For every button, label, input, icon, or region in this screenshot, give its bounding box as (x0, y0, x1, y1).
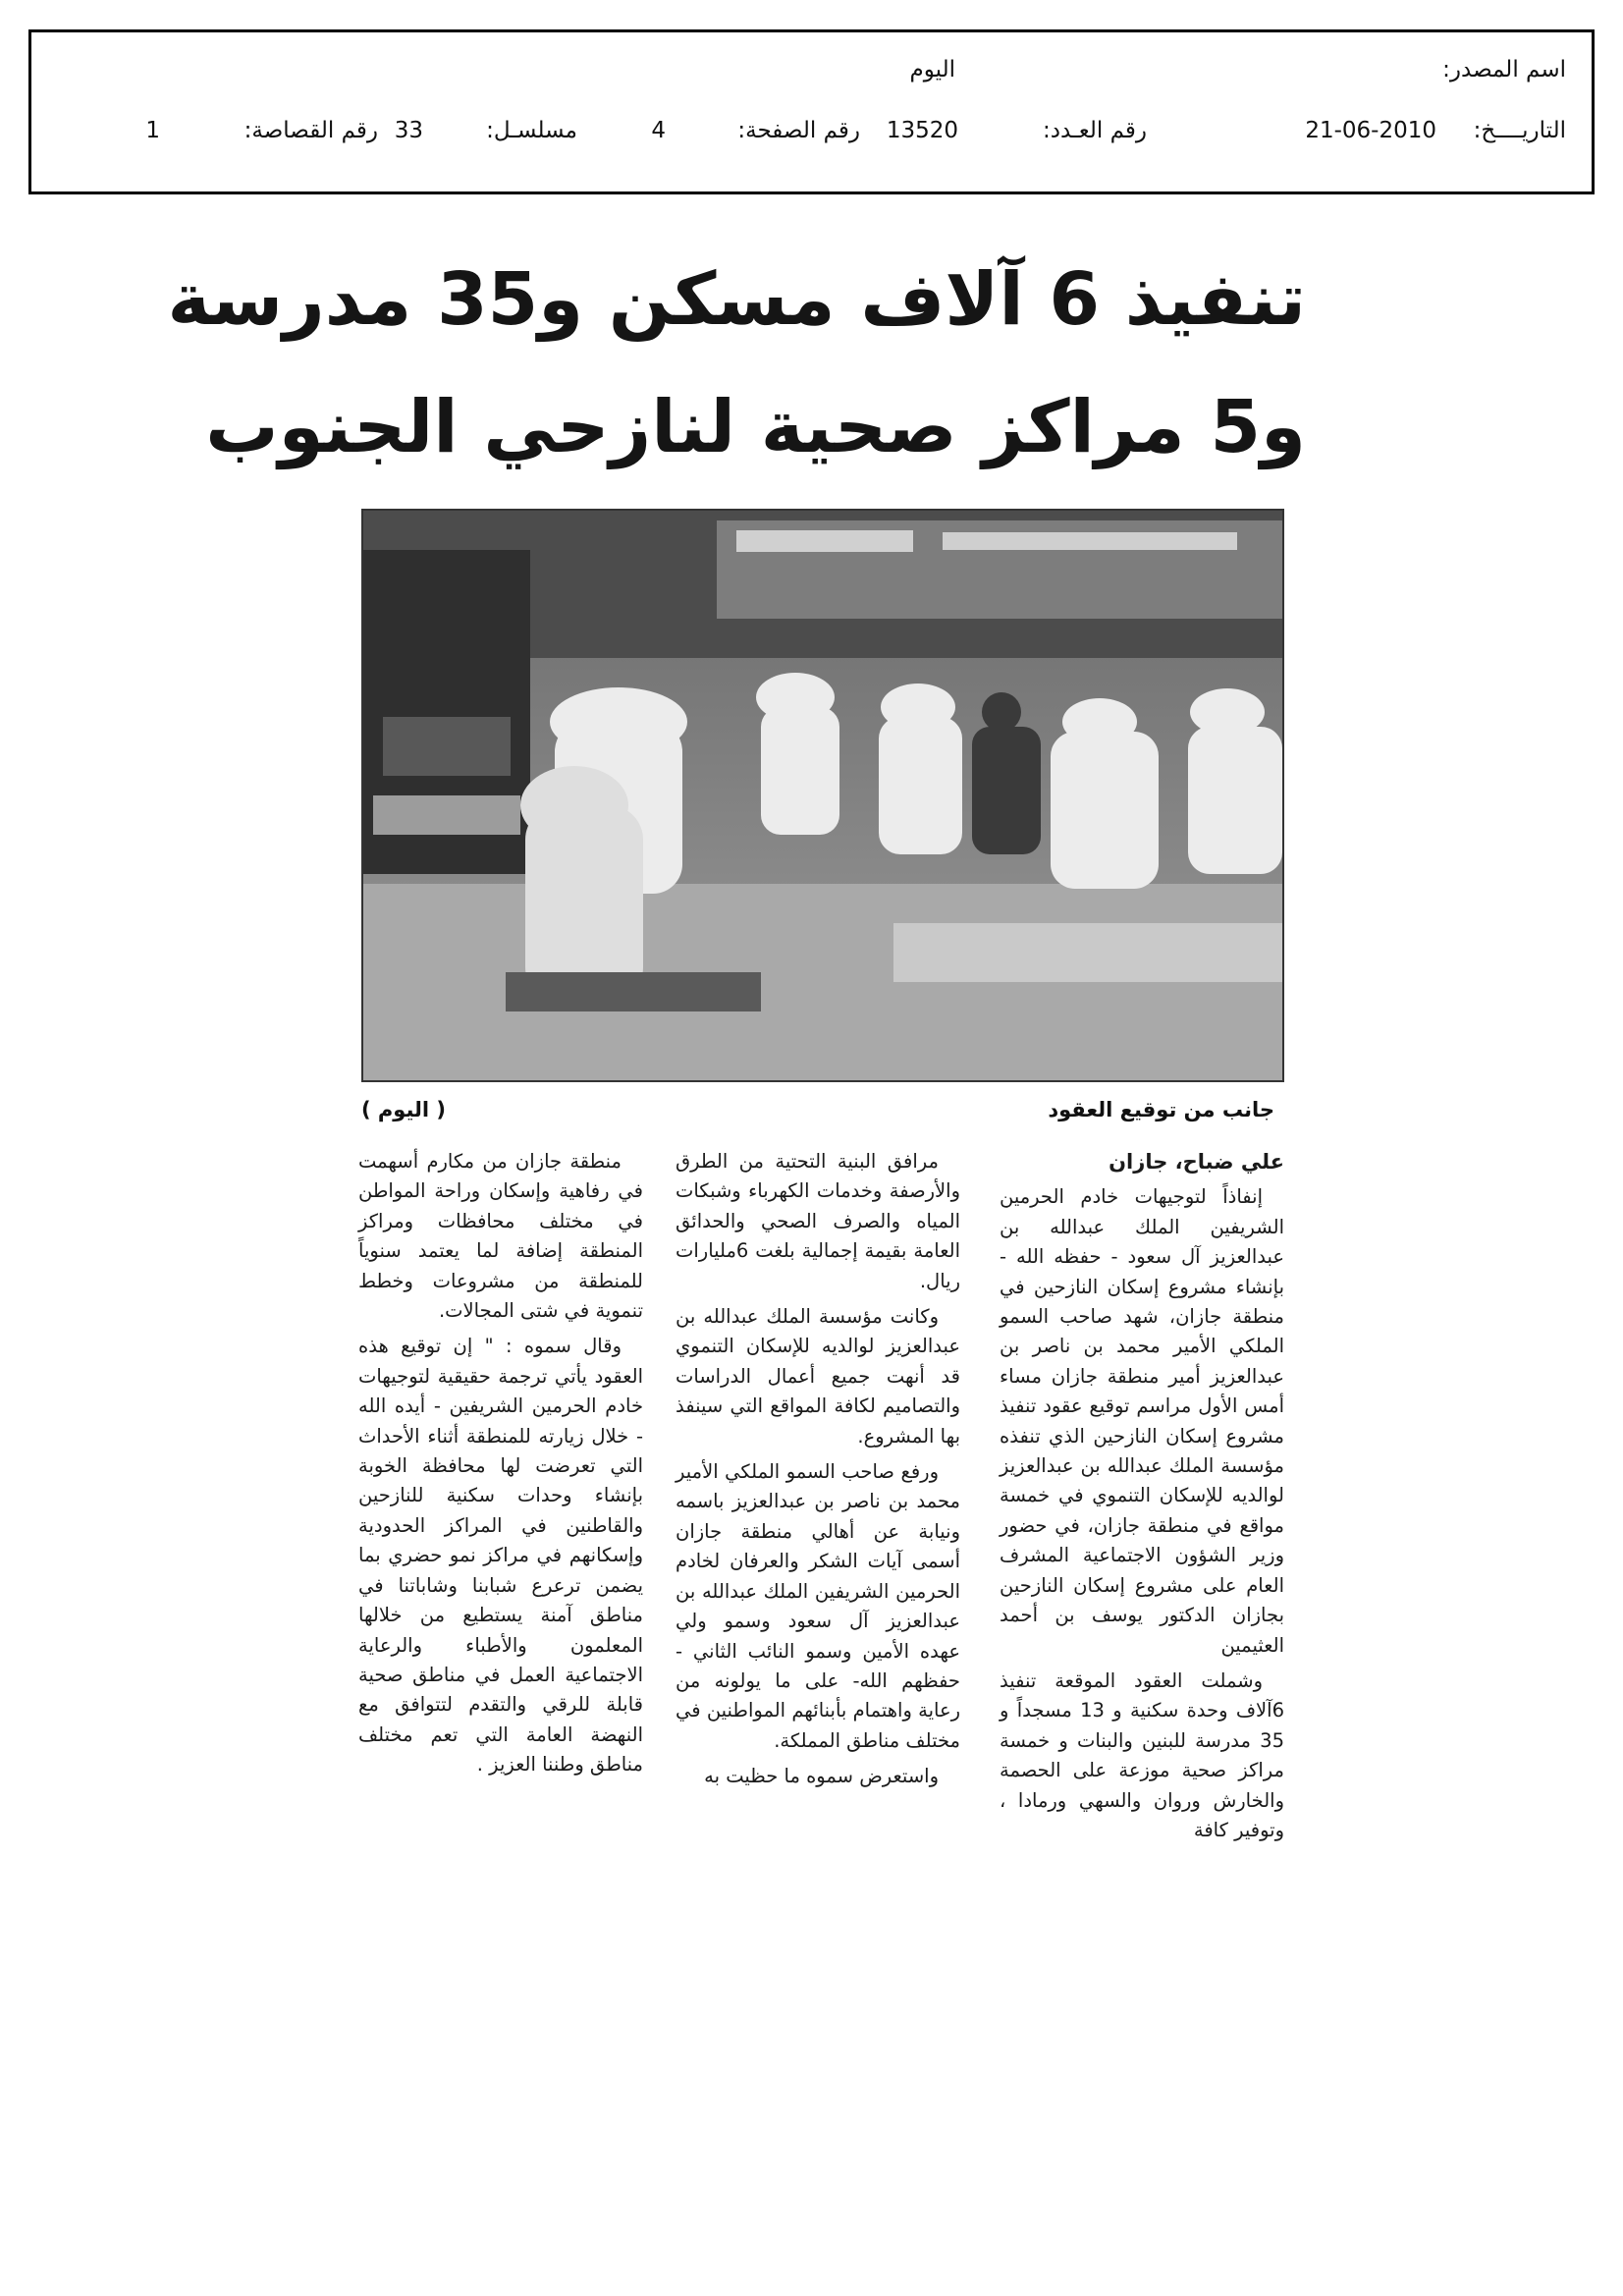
paragraph: وشملت العقود الموقعة تنفيذ 6آلاف وحدة سكنية و 13 مسجداً و 35 مدرسة للبنين والبنات و خمسة مراكز صحية موزعة على الحصمة والخارش وروان والسهي ورمادا ، وتوفير كافة (1000, 1668, 1284, 1841)
article-column-1 (1000, 1147, 1284, 1851)
issue-label: رقم العـدد: (1042, 118, 1147, 143)
issue-value: 13520 (886, 118, 958, 143)
serial-label: مسلسـل: (486, 118, 577, 143)
article-column-3 (358, 1147, 643, 1786)
serial-value: 33 (394, 118, 423, 143)
byline: علي ضباح، جازان (1109, 1150, 1284, 1174)
photo-credit: ( اليوم ) (361, 1098, 447, 1121)
clip-label: رقم القصاصة: (243, 118, 378, 143)
headline-line-1: تنفيذ 6 آلاف مسكن و35 مدرسة (167, 257, 1306, 342)
page-label: رقم الصفحة: (737, 118, 860, 143)
paragraph: واستعرض سموه ما حظيت به (704, 1765, 939, 1788)
clipping-metadata-box (28, 29, 1595, 194)
photo-caption: جانب من توقيع العقود (1048, 1098, 1274, 1121)
paragraph: وقال سموه : " إن توقيع هذه العقود يأتي ترجمة حقيقية لتوجيهات خادم الحرمين الشريفين - أيده الله - خلال زيارته للمنطقة أثناء الأحداث التي تعرضت لها محافظة الخوبة بإنشاء وحدات سكنية للنازحين والقاطنين في المراكز الحدودية وإسكانهم في مراكز نمو حضري بما يضمن ترعرع شبابنا وشاباتنا في مناطق آمنة يستطيع من خلالها المعلمون والأطباء والرعاية الاجتماعية العمل في مناطق صحية قابلة للرقي والتقدم لتتوافق مع النهضة العامة التي تعم مختلف مناطق وطننا العزيز . (358, 1335, 643, 1777)
source-value: اليوم (909, 57, 955, 82)
date-value: 21-06-2010 (1305, 118, 1436, 143)
paragraph: مرافق البنية التحتية من الطرق والأرصفة وخدمات الكهرباء وشبكات المياه والصرف الصحي والحدائق العامة بقيمة إجمالية بلغت 6مليارات ريال. (676, 1150, 960, 1292)
paragraph: إنفاذاً لتوجيهات خادم الحرمين الشريفين الملك عبدالله بن عبدالعزيز آل سعود - حفظه الله - بإنشاء مشروع إسكان النازحين في منطقة جازان، شهد صاحب السمو الملكي الأمير محمد بن ناصر بن عبدالعزيز أمير منطقة جازان مساء أمس الأول مراسم توقيع عقود تنفيذ مشروع إسكان النازحين الذي تنفذه مؤسسة الملك عبدالله بن عبدالعزيز لوالديه للإسكان التنموي في خمسة مواقع في منطقة جازان، في حضور وزير الشؤون الاجتماعية المشرف العام على مشروع إسكان النازحين بجازان الدكتور يوسف بن أحمد العثيمين (1000, 1185, 1284, 1657)
paragraph: منطقة جازان من مكارم أسهمت في رفاهية وإسكان وراحة المواطن في مختلف محافظات ومراكز المنطقة إضافة لما يعتمد سنوياً للمنطقة من مشروعات وخطط تنموية في شتى المجالات. (358, 1150, 643, 1323)
headline-line-2: و5 مراكز صحية لنازحي الجنوب (205, 385, 1306, 469)
clip-value: 1 (145, 118, 160, 143)
source-label: اسم المصدر: (1442, 57, 1566, 82)
article-column-2 (676, 1147, 960, 1798)
date-label: التاريــــخ: (1473, 118, 1566, 143)
paragraph: ورفع صاحب السمو الملكي الأمير محمد بن ناصر بن عبدالعزيز باسمه ونيابة عن أهالي منطقة جازان أسمى آيات الشكر والعرفان لخادم الحرمين الشريفين الملك عبدالله بن عبدالعزيز آل سعود وسمو ولي عهده الأمين وسمو النائب الثاني - حفظهم الله- على ما يولونه من رعاية واهتمام بأبنائهم المواطنين في مختلف مناطق المملكة. (676, 1460, 960, 1752)
page-value: 4 (651, 118, 666, 143)
paragraph: وكانت مؤسسة الملك عبدالله بن عبدالعزيز لوالديه للإسكان التنموي قد أنهت جميع أعمال الدراسات والتصاميم لكافة المواقع التي سينفذ بها المشروع. (676, 1305, 960, 1448)
news-photo (361, 509, 1284, 1082)
